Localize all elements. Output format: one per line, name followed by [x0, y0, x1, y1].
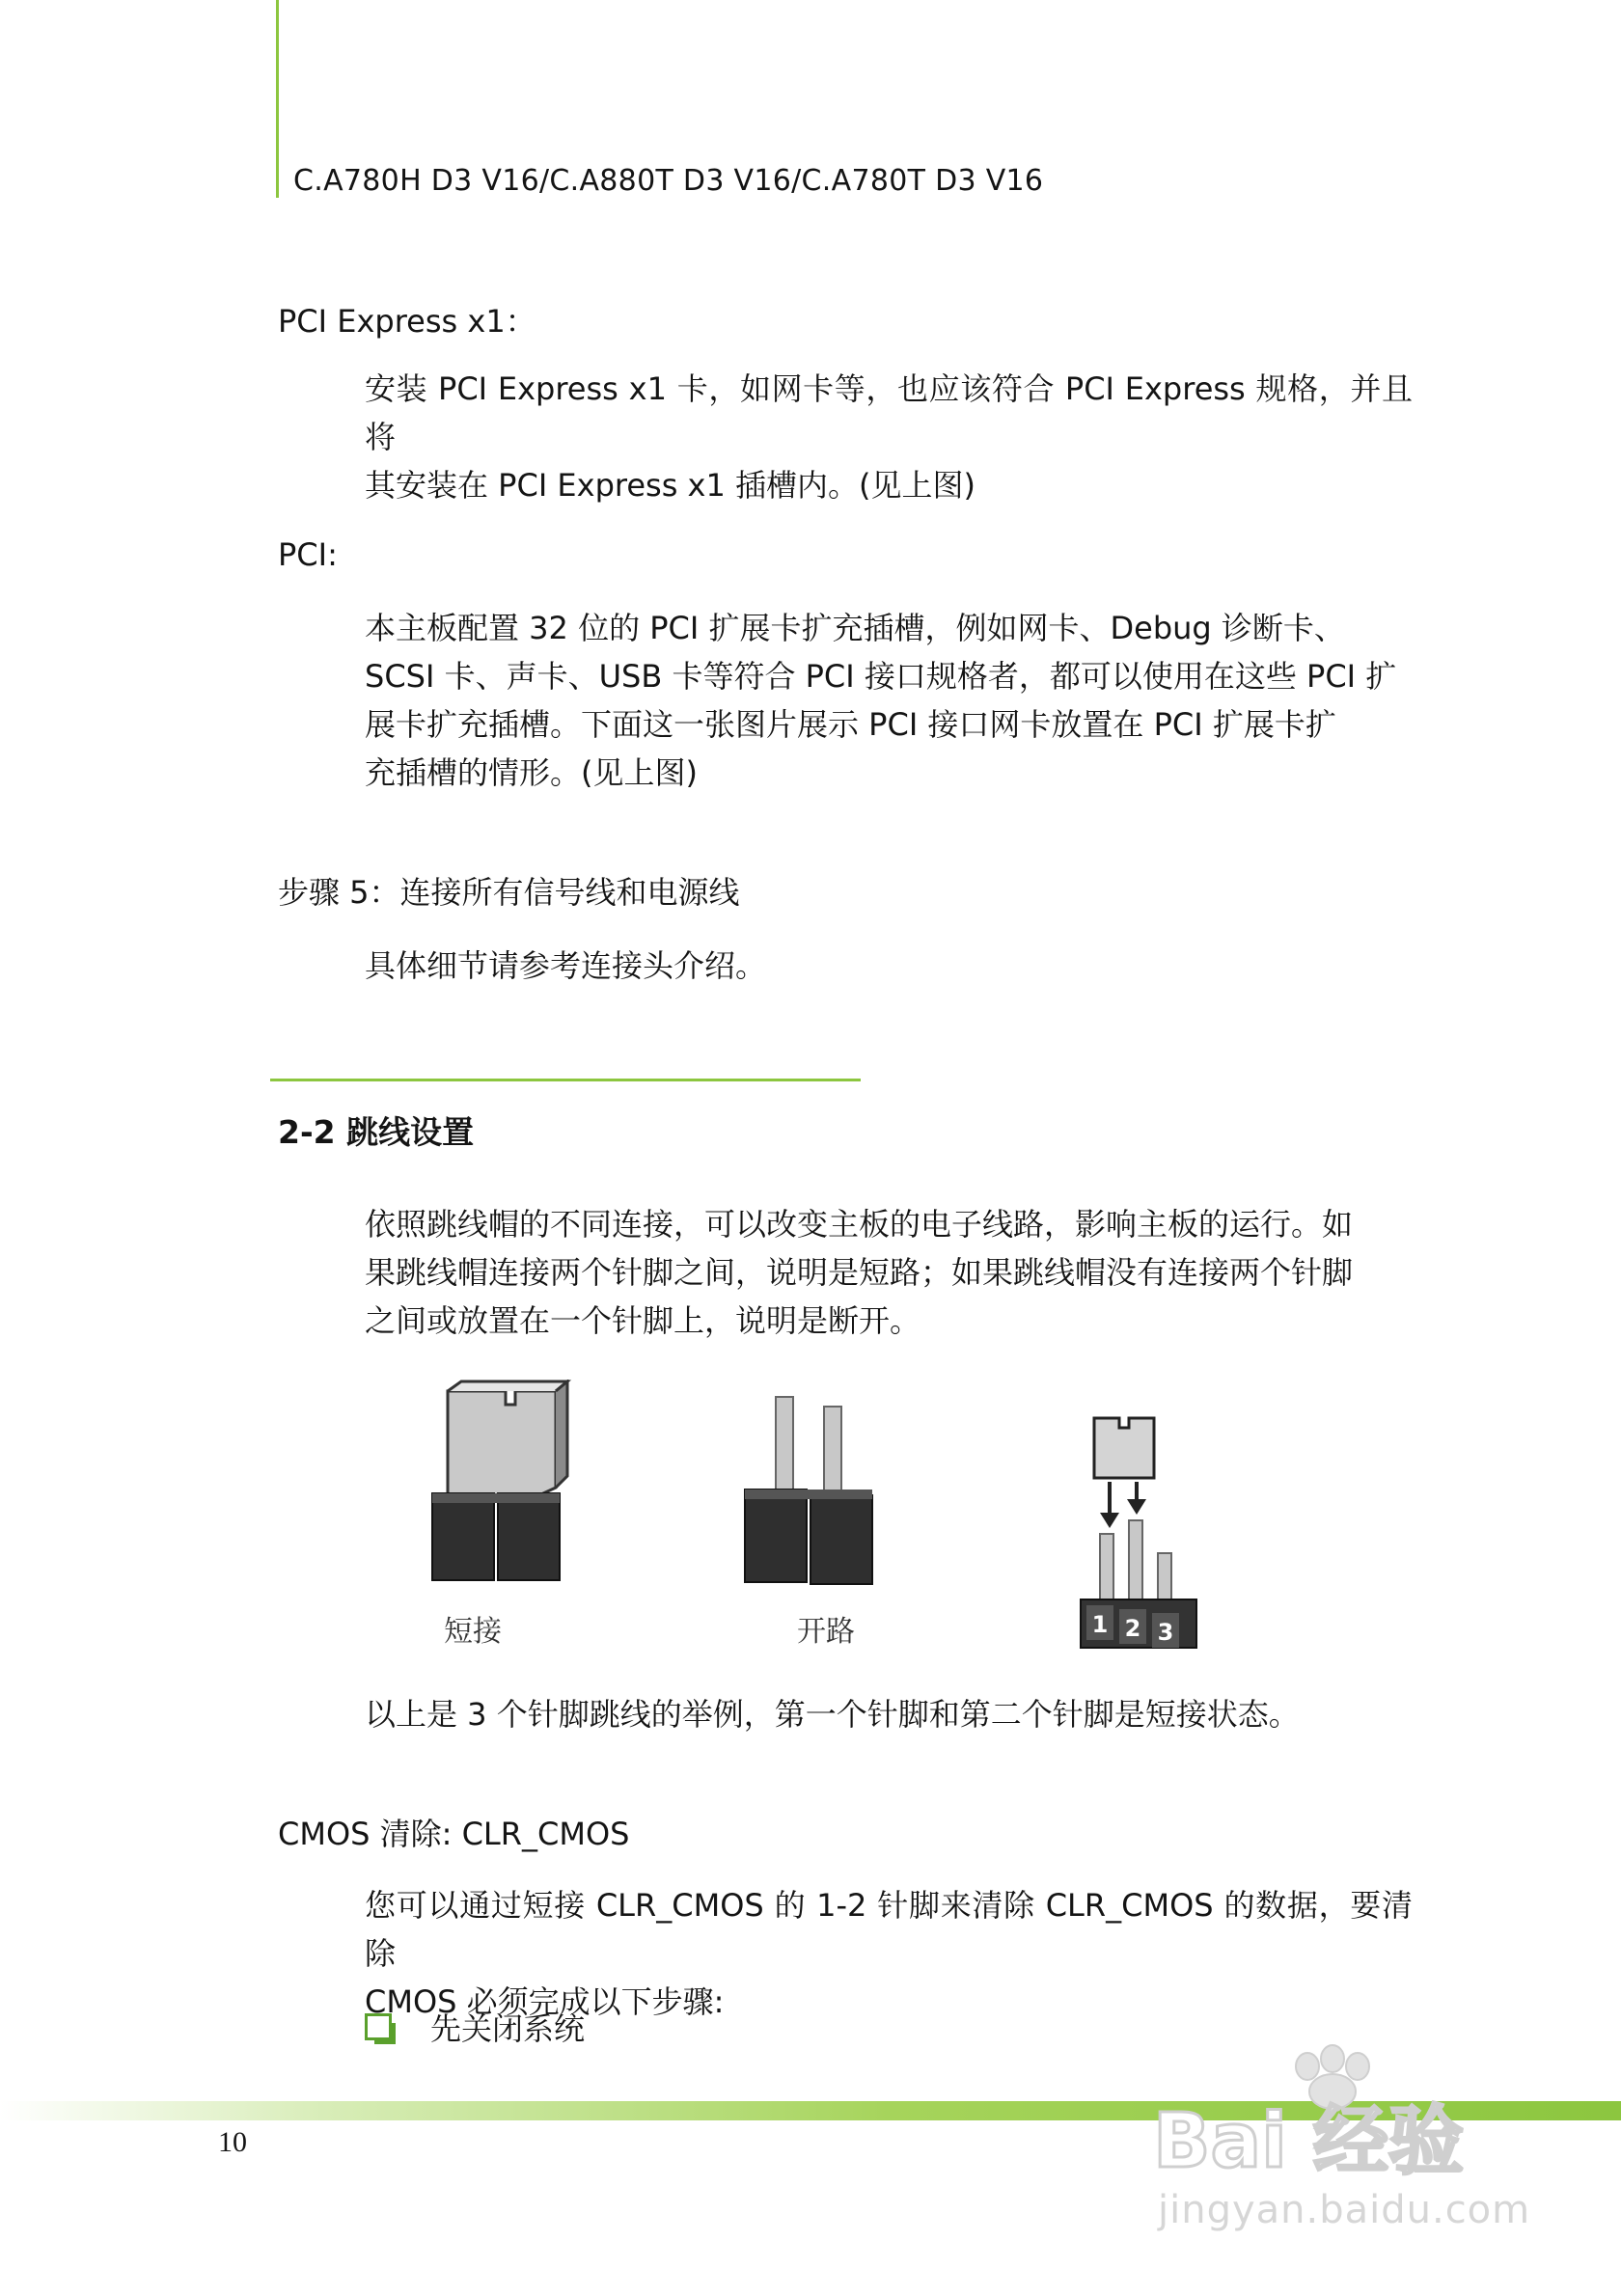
text-line: 安装 PCI Express x1 卡，如网卡等，也应该符合 PCI Express 规格，并且将 [365, 370, 1413, 455]
header-model: C.A780H D3 V16/C.A880T D3 V16/C.A780T D3 V16 [293, 164, 1044, 198]
pci-paragraph [365, 604, 1413, 797]
watermark-logo-text: Bai 经验 [1153, 2098, 1464, 2178]
pin-number-1: 1 [1091, 1611, 1109, 1638]
text-line: CMOS 必须完成以下步骤: [365, 1983, 725, 2020]
step5-heading: 步骤 5：连接所有信号线和电源线 [278, 874, 740, 911]
jumper-open-illustration [739, 1389, 884, 1592]
page-number: 10 [218, 2126, 247, 2158]
pcie-heading: PCI Express x1： [278, 303, 536, 340]
text-line: 果跳线帽连接两个针脚之间，说明是短路；如果跳线帽没有连接两个针脚 [365, 1254, 1354, 1291]
text-line: 具体细节请参考连接头介绍。 [365, 947, 767, 984]
jumper-3pin-illustration [1071, 1408, 1216, 1669]
pci-heading: PCI: [278, 536, 338, 573]
text-line: 以上是 3 个针脚跳线的举例，第一个针脚和第二个针脚是短接状态。 [365, 1696, 1300, 1733]
cmos-heading: CMOS 清除: CLR_CMOS [278, 1816, 630, 1852]
watermark-url: jingyan.baidu.com [1158, 2188, 1531, 2232]
section-divider [270, 1079, 861, 1081]
header-accent-bar [276, 0, 279, 198]
pin-number-2: 2 [1124, 1615, 1141, 1642]
section-title: 2-2 跳线设置 [278, 1113, 475, 1151]
text-line: SCSI 卡、声卡、USB 卡等符合 PCI 接口规格者，都可以使用在这些 PCI 扩 [365, 658, 1397, 695]
short-label: 短接 [444, 1615, 502, 1649]
text-line: 其安装在 PCI Express x1 插槽内。(见上图) [365, 467, 975, 504]
text-line: 本主板配置 32 位的 PCI 扩展卡扩充插槽，例如网卡、Debug 诊断卡、 [365, 610, 1345, 646]
text-line: 充插槽的情形。(见上图) [365, 754, 698, 791]
open-label: 开路 [797, 1615, 855, 1649]
cmos-step-bullet [365, 2005, 585, 2049]
pcie-paragraph [365, 365, 1413, 509]
bullet-text: 先关闭系统 [430, 2010, 586, 2047]
text-line: 展卡扩充插槽。下面这一张图片展示 PCI 接口网卡放置在 PCI 扩展卡扩 [365, 706, 1336, 743]
text-line: 之间或放置在一个针脚上，说明是断开。 [365, 1302, 921, 1339]
jumper-example-paragraph [365, 1690, 1413, 1738]
step5-paragraph [365, 942, 1413, 990]
pin-number-3: 3 [1157, 1619, 1174, 1646]
jumper-short-illustration [423, 1380, 577, 1592]
baidu-watermark-logo [1153, 2043, 1529, 2178]
text-line: 依照跳线帽的不同连接，可以改变主板的电子线路，影响主板的运行。如 [365, 1206, 1354, 1243]
text-line: 您可以通过短接 CLR_CMOS 的 1-2 针脚来清除 CLR_CMOS 的数据，要清除 [365, 1887, 1413, 1972]
jumper-intro-paragraph [365, 1200, 1413, 1345]
checkbox-bullet-icon [365, 2013, 392, 2040]
